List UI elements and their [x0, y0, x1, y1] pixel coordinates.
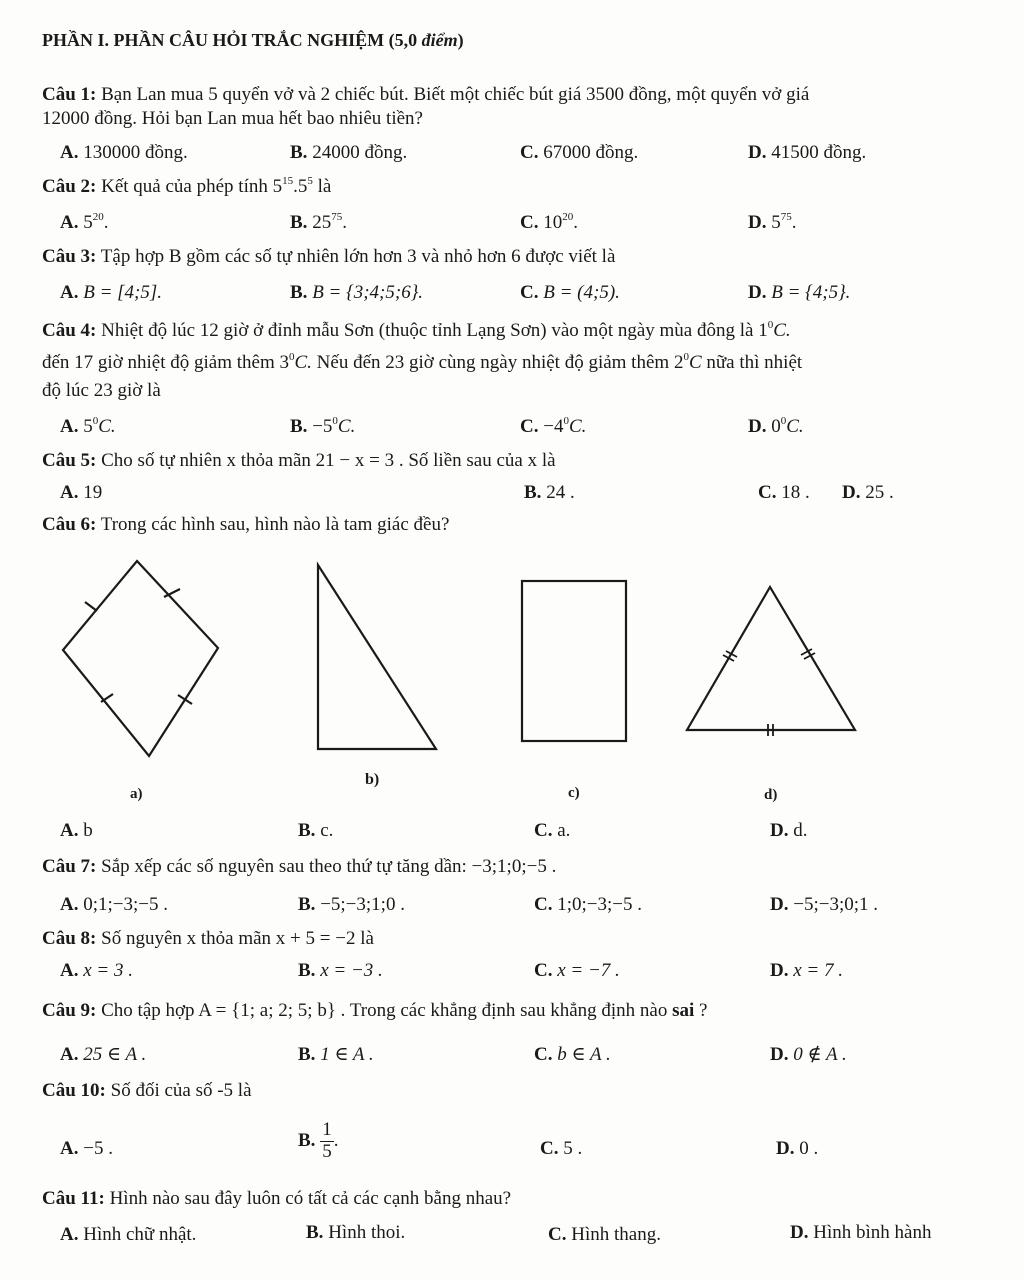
heading-close: )	[457, 30, 464, 50]
q10-option-a[interactable]: A. −5 .	[60, 1138, 113, 1159]
question-4: Câu 4: Nhiệt độ lúc 12 giờ ở đỉnh mẫu Sơn (thuộc tỉnh Lạng Sơn) vào một ngày mùa đông là $1^0C$.	[42, 319, 791, 341]
q3-option-a[interactable]: A. B = [4;5].	[60, 282, 163, 303]
q5-option-b[interactable]: B. 24 .	[524, 482, 575, 503]
q1-option-a[interactable]: A. 130000 đồng.	[60, 142, 188, 163]
q11-option-c[interactable]: C. Hình thang.	[548, 1224, 661, 1245]
question-1	[42, 84, 809, 107]
q7-option-b[interactable]: B. −5;−3;1;0 .	[298, 894, 405, 915]
q11-option-a[interactable]: A. Hình chữ nhật.	[60, 1224, 197, 1245]
q5-option-c[interactable]: C. 18 .	[758, 482, 810, 503]
question-9: Câu 9: Cho tập hợp A = {1; a; 2; 5; b} . Trong các khẳng định sau khẳng định nào sai ?	[42, 1000, 708, 1021]
q4-option-a[interactable]: A. $5^0C$.	[60, 415, 116, 437]
q4-option-c[interactable]: C. $-4^0C$.	[520, 415, 587, 437]
q3-option-b[interactable]: B. B = {3;4;5;6}.	[290, 282, 424, 303]
question-7: Câu 7: Sắp xếp các số nguyên sau theo thứ tự tăng dần: −3;1;0;−5 .	[42, 856, 557, 877]
q3-option-d[interactable]: D. B = {4;5}.	[748, 282, 851, 303]
q7-option-d[interactable]: D. −5;−3;0;1 .	[770, 894, 879, 915]
figure-label-d: d)	[764, 787, 778, 803]
q8-option-c[interactable]: C. x = −7 .	[534, 960, 620, 981]
q4-option-b[interactable]: B. $-5^0C$.	[290, 415, 356, 437]
question-text: Bạn Lan mua 5 quyển vở và 2 chiếc bút. Biết một chiếc bút giá 3500 đồng, một quyển vở giá	[96, 84, 810, 105]
question-1-line2: 12000 đồng. Hỏi bạn Lan mua hết bao nhiêu tiền?	[42, 108, 423, 129]
q6-option-c[interactable]: C. a.	[534, 820, 571, 841]
q5-option-d[interactable]: D. 25 .	[842, 482, 894, 503]
q6-figures	[0, 555, 1024, 815]
question-6: Câu 6: Trong các hình sau, hình nào là tam giác đều?	[42, 514, 450, 535]
q8-option-b[interactable]: B. x = −3 .	[298, 960, 383, 981]
q9-option-b[interactable]: B. 1 ∈ A .	[298, 1044, 374, 1065]
q2-option-b[interactable]: B. $25^{75}$.	[290, 211, 347, 233]
figure-label-a: a)	[130, 786, 143, 802]
q9-option-c[interactable]: C. b ∈ A .	[534, 1044, 611, 1065]
question-10: Câu 10: Số đối của số -5 là	[42, 1080, 252, 1101]
rectangle-shape	[522, 581, 626, 741]
q1-option-b[interactable]: B. 24000 đồng.	[290, 142, 408, 163]
q6-option-b[interactable]: B. c.	[298, 820, 334, 841]
q1-option-c[interactable]: C. 67000 đồng.	[520, 142, 639, 163]
heading-text: PHẦN I. PHẦN CÂU HỎI TRẮC NGHIỆM (5,0	[42, 30, 422, 50]
q8-option-a[interactable]: A. x = 3 .	[60, 960, 133, 981]
q10-option-d[interactable]: D. 0 .	[776, 1138, 819, 1159]
q2-option-c[interactable]: C. $10^{20}$.	[520, 211, 578, 233]
figure-label-c: c)	[568, 785, 580, 801]
q6-option-d[interactable]: D. d.	[770, 820, 808, 841]
q11-option-b[interactable]: B. Hình thoi.	[306, 1222, 406, 1243]
question-label: Câu 1:	[42, 84, 97, 105]
tick-mark	[85, 602, 97, 611]
q10-option-b[interactable]: B. $\frac{1}{5}$ .	[298, 1119, 339, 1162]
heading-score: điểm	[421, 30, 458, 50]
right-triangle-shape	[318, 565, 436, 749]
question-2: Câu 2: Kết quả của phép tính $5^{15}.5^5$ là	[42, 175, 332, 197]
q9-option-d[interactable]: D. 0 ∉ A .	[770, 1044, 847, 1065]
question-8: Câu 8: Số nguyên x thỏa mãn x + 5 = −2 là	[42, 928, 374, 949]
figure-label-b: b)	[365, 771, 380, 788]
question-11: Câu 11: Hình nào sau đây luôn có tất cả các cạnh bằng nhau?	[42, 1188, 512, 1209]
q1-option-d[interactable]: D. 41500 đồng.	[748, 142, 867, 163]
q9-option-a[interactable]: A. 25 ∈ A .	[60, 1044, 147, 1065]
question-5: Câu 5: Cho số tự nhiên x thỏa mãn 21 − x = 3 . Số liền sau của x là	[42, 450, 556, 471]
tick-mark	[178, 695, 192, 704]
question-3: Câu 3: Tập hợp B gồm các số tự nhiên lớn hơn 3 và nhỏ hơn 6 được viết là	[42, 246, 616, 267]
q6-option-a[interactable]: A. b	[60, 820, 93, 841]
rhombus-shape	[63, 561, 218, 756]
q10-option-c[interactable]: C. 5 .	[540, 1138, 583, 1159]
question-4-line2: đến 17 giờ nhiệt độ giảm thêm $3^0C$. Nếu đến 23 giờ cùng ngày nhiệt độ giảm thêm $2^0C$ nữa thì nhiệt	[42, 351, 803, 373]
q3-option-c[interactable]: C. B = (4;5).	[520, 282, 620, 303]
q7-option-c[interactable]: C. 1;0;−3;−5 .	[534, 894, 643, 915]
equilateral-triangle-shape	[687, 587, 855, 730]
q8-option-d[interactable]: D. x = 7 .	[770, 960, 843, 981]
question-4-line3: độ lúc 23 giờ là	[42, 380, 161, 401]
q7-option-a[interactable]: A. 0;1;−3;−5 .	[60, 894, 169, 915]
section-heading	[42, 30, 464, 52]
q2-option-a[interactable]: A. $5^{20}$.	[60, 211, 109, 233]
q11-option-d[interactable]: D. Hình bình hành	[790, 1222, 932, 1243]
q2-option-d[interactable]: D. $5^{75}$.	[748, 211, 797, 233]
fraction: $\frac{1}{5}$	[322, 1119, 332, 1162]
q5-option-a[interactable]: A. 19	[60, 482, 103, 503]
q4-option-d[interactable]: D. $0^0C$.	[748, 415, 804, 437]
